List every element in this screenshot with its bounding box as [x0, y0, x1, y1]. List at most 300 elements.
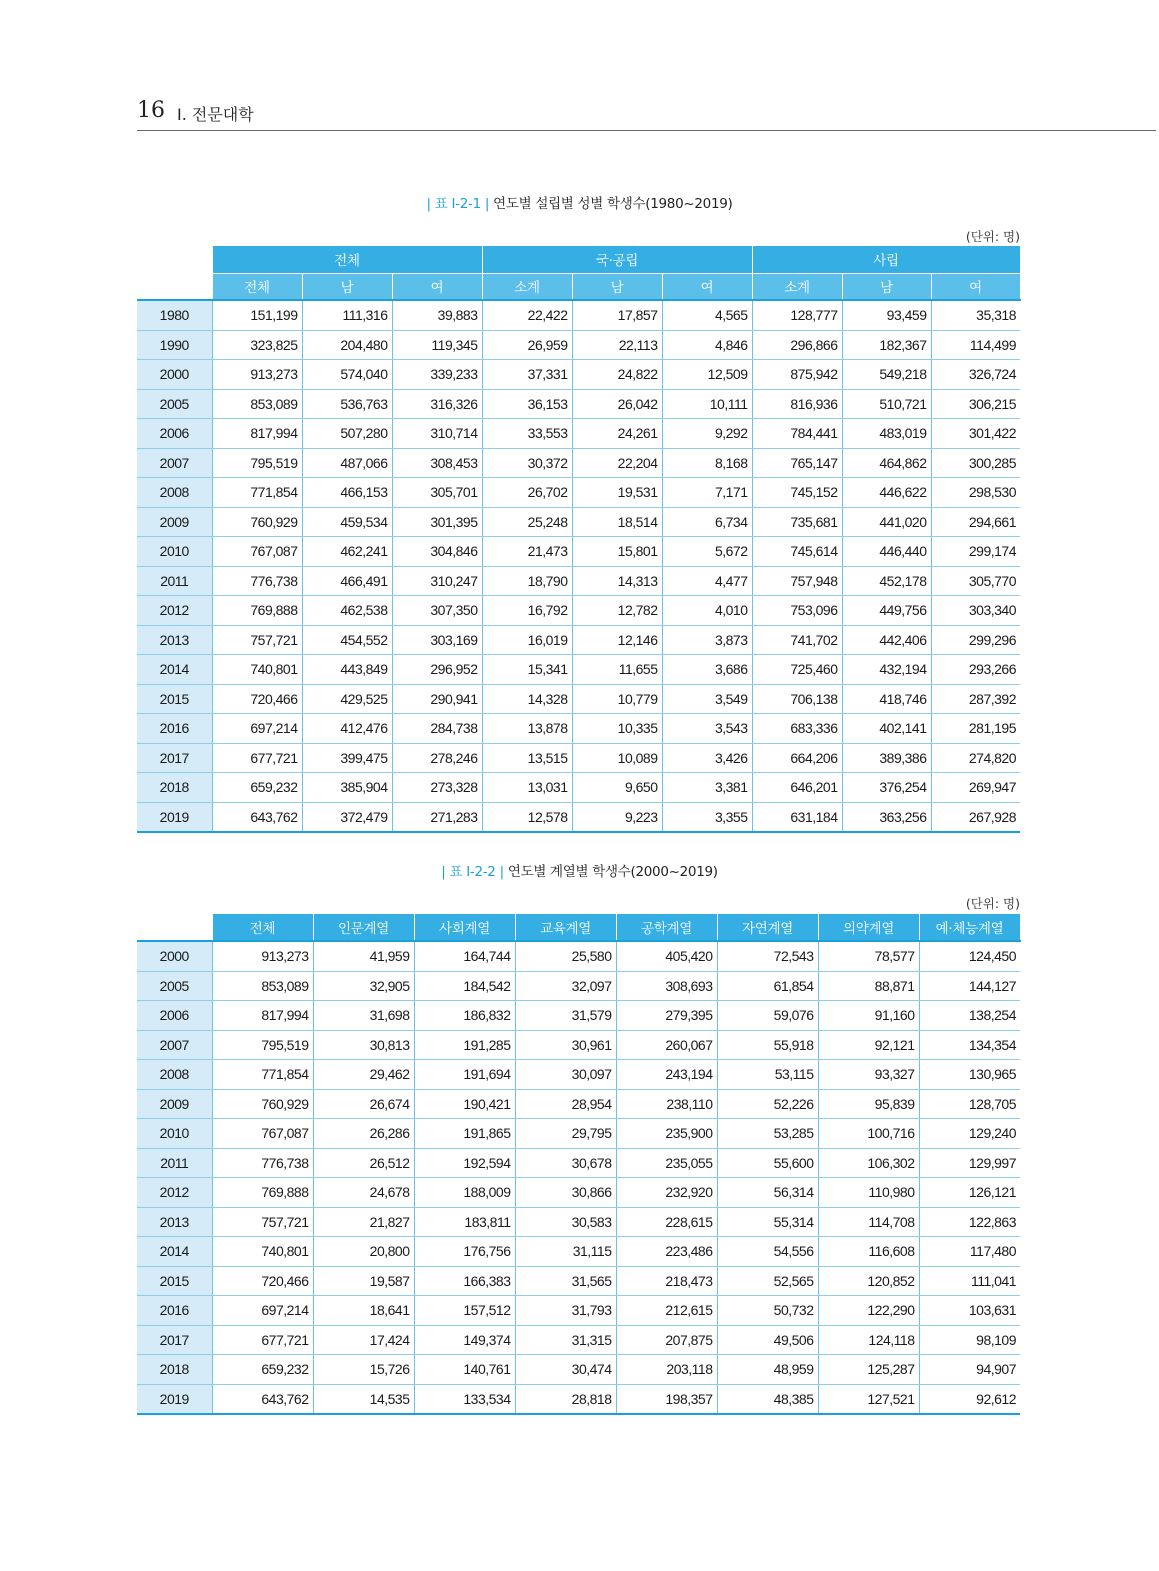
- year-cell: 2006: [137, 419, 212, 449]
- value-cell: 677,721: [212, 743, 302, 773]
- value-cell: 126,121: [919, 1178, 1020, 1208]
- value-cell: 290,941: [392, 684, 482, 714]
- value-cell: 32,097: [515, 971, 616, 1001]
- value-cell: 17,857: [572, 300, 662, 330]
- value-cell: 3,873: [662, 625, 752, 655]
- year-cell: 2017: [137, 1325, 212, 1355]
- value-cell: 54,556: [717, 1237, 818, 1267]
- value-cell: 913,273: [212, 360, 302, 390]
- value-cell: 133,534: [414, 1384, 515, 1414]
- value-cell: 308,693: [616, 971, 717, 1001]
- table1-column-header: 여: [931, 273, 1020, 300]
- value-cell: 100,716: [818, 1119, 919, 1149]
- value-cell: 26,286: [313, 1119, 414, 1149]
- value-cell: 659,232: [212, 773, 302, 803]
- value-cell: 316,326: [392, 389, 482, 419]
- table1-unit: (단위: 명): [965, 229, 1020, 244]
- value-cell: 184,542: [414, 971, 515, 1001]
- value-cell: 25,248: [482, 507, 572, 537]
- value-cell: 134,354: [919, 1030, 1020, 1060]
- value-cell: 191,865: [414, 1119, 515, 1149]
- table1-column-header: 여: [662, 273, 752, 300]
- value-cell: 31,315: [515, 1325, 616, 1355]
- value-cell: 36,153: [482, 389, 572, 419]
- year-cell: 2017: [137, 743, 212, 773]
- value-cell: 190,421: [414, 1089, 515, 1119]
- table-row: [137, 1001, 1020, 1031]
- value-cell: 14,313: [572, 566, 662, 596]
- value-cell: 7,171: [662, 478, 752, 508]
- value-cell: 30,583: [515, 1207, 616, 1237]
- table2-column-header: 인문계열: [313, 914, 414, 941]
- value-cell: 55,600: [717, 1148, 818, 1178]
- year-cell: 2014: [137, 655, 212, 685]
- table-row: [137, 1384, 1020, 1414]
- value-cell: 418,746: [842, 684, 931, 714]
- value-cell: 441,020: [842, 507, 931, 537]
- value-cell: 12,509: [662, 360, 752, 390]
- value-cell: 19,531: [572, 478, 662, 508]
- value-cell: 26,674: [313, 1089, 414, 1119]
- year-cell: 1990: [137, 330, 212, 360]
- value-cell: 725,460: [752, 655, 842, 685]
- value-cell: 740,801: [212, 1237, 313, 1267]
- value-cell: 294,661: [931, 507, 1020, 537]
- value-cell: 166,383: [414, 1266, 515, 1296]
- value-cell: 30,474: [515, 1355, 616, 1385]
- value-cell: 13,515: [482, 743, 572, 773]
- value-cell: 32,905: [313, 971, 414, 1001]
- value-cell: 15,801: [572, 537, 662, 567]
- value-cell: 28,818: [515, 1384, 616, 1414]
- value-cell: 30,097: [515, 1060, 616, 1090]
- value-cell: 52,226: [717, 1089, 818, 1119]
- value-cell: 30,866: [515, 1178, 616, 1208]
- value-cell: 49,506: [717, 1325, 818, 1355]
- value-cell: 20,800: [313, 1237, 414, 1267]
- page-header: [137, 98, 1156, 131]
- value-cell: 29,795: [515, 1119, 616, 1149]
- value-cell: 466,491: [302, 566, 392, 596]
- value-cell: 92,612: [919, 1384, 1020, 1414]
- value-cell: 72,543: [717, 941, 818, 971]
- value-cell: 223,486: [616, 1237, 717, 1267]
- value-cell: 817,994: [212, 1001, 313, 1031]
- value-cell: 130,965: [919, 1060, 1020, 1090]
- value-cell: 549,218: [842, 360, 931, 390]
- value-cell: 31,793: [515, 1296, 616, 1326]
- table-row: [137, 1089, 1020, 1119]
- table-row: [137, 941, 1020, 971]
- value-cell: 10,779: [572, 684, 662, 714]
- value-cell: 124,118: [818, 1325, 919, 1355]
- table-row: [137, 714, 1020, 744]
- year-cell: 2018: [137, 1355, 212, 1385]
- year-cell: 1980: [137, 300, 212, 330]
- value-cell: 28,954: [515, 1089, 616, 1119]
- year-cell: 2015: [137, 1266, 212, 1296]
- table2-column-header: 교육계열: [515, 914, 616, 941]
- value-cell: 144,127: [919, 971, 1020, 1001]
- table1-group-header: 국·공립: [482, 246, 752, 273]
- table-row: [137, 448, 1020, 478]
- table2-column-header: 공학계열: [616, 914, 717, 941]
- table-row: [137, 389, 1020, 419]
- value-cell: 697,214: [212, 1296, 313, 1326]
- value-cell: 92,121: [818, 1030, 919, 1060]
- value-cell: 22,113: [572, 330, 662, 360]
- value-cell: 399,475: [302, 743, 392, 773]
- table-row: [137, 1119, 1020, 1149]
- value-cell: 323,825: [212, 330, 302, 360]
- value-cell: 48,959: [717, 1355, 818, 1385]
- value-cell: 769,888: [212, 596, 302, 626]
- value-cell: 22,204: [572, 448, 662, 478]
- value-cell: 913,273: [212, 941, 313, 971]
- value-cell: 30,678: [515, 1148, 616, 1178]
- year-cell: 2008: [137, 478, 212, 508]
- table-row: [137, 1178, 1020, 1208]
- value-cell: 507,280: [302, 419, 392, 449]
- value-cell: 765,147: [752, 448, 842, 478]
- table1-column-header: 소계: [752, 273, 842, 300]
- value-cell: 816,936: [752, 389, 842, 419]
- value-cell: 14,328: [482, 684, 572, 714]
- year-cell: 2007: [137, 1030, 212, 1060]
- value-cell: 183,811: [414, 1207, 515, 1237]
- table2-corner: [137, 914, 212, 941]
- table1-caption: [0, 192, 1159, 212]
- value-cell: 228,615: [616, 1207, 717, 1237]
- value-cell: 293,266: [931, 655, 1020, 685]
- value-cell: 91,160: [818, 1001, 919, 1031]
- value-cell: 784,441: [752, 419, 842, 449]
- value-cell: 296,866: [752, 330, 842, 360]
- value-cell: 128,705: [919, 1089, 1020, 1119]
- year-cell: 2011: [137, 566, 212, 596]
- value-cell: 238,110: [616, 1089, 717, 1119]
- value-cell: 574,040: [302, 360, 392, 390]
- value-cell: 446,440: [842, 537, 931, 567]
- value-cell: 119,345: [392, 330, 482, 360]
- value-cell: 22,422: [482, 300, 572, 330]
- value-cell: 21,473: [482, 537, 572, 567]
- value-cell: 56,314: [717, 1178, 818, 1208]
- value-cell: 26,512: [313, 1148, 414, 1178]
- value-cell: 111,316: [302, 300, 392, 330]
- value-cell: 235,055: [616, 1148, 717, 1178]
- value-cell: 776,738: [212, 1148, 313, 1178]
- value-cell: 817,994: [212, 419, 302, 449]
- value-cell: 795,519: [212, 448, 302, 478]
- table2-label: | 표 Ⅰ-2-2 |: [441, 864, 504, 880]
- value-cell: 88,871: [818, 971, 919, 1001]
- value-cell: 459,534: [302, 507, 392, 537]
- table-row: [137, 419, 1020, 449]
- value-cell: 273,328: [392, 773, 482, 803]
- value-cell: 26,702: [482, 478, 572, 508]
- value-cell: 301,422: [931, 419, 1020, 449]
- value-cell: 284,738: [392, 714, 482, 744]
- year-cell: 2018: [137, 773, 212, 803]
- value-cell: 19,587: [313, 1266, 414, 1296]
- value-cell: 405,420: [616, 941, 717, 971]
- year-cell: 2016: [137, 714, 212, 744]
- value-cell: 740,801: [212, 655, 302, 685]
- table1-column-header: 전체: [212, 273, 302, 300]
- value-cell: 466,153: [302, 478, 392, 508]
- value-cell: 677,721: [212, 1325, 313, 1355]
- year-cell: 2019: [137, 1384, 212, 1414]
- value-cell: 78,577: [818, 941, 919, 971]
- value-cell: 198,357: [616, 1384, 717, 1414]
- value-cell: 449,756: [842, 596, 931, 626]
- table1-column-header: 여: [392, 273, 482, 300]
- value-cell: 125,287: [818, 1355, 919, 1385]
- value-cell: 376,254: [842, 773, 931, 803]
- table2-column-header: 전체: [212, 914, 313, 941]
- value-cell: 122,863: [919, 1207, 1020, 1237]
- value-cell: 24,822: [572, 360, 662, 390]
- value-cell: 735,681: [752, 507, 842, 537]
- value-cell: 443,849: [302, 655, 392, 685]
- value-cell: 776,738: [212, 566, 302, 596]
- table-row: [137, 1237, 1020, 1267]
- value-cell: 853,089: [212, 971, 313, 1001]
- table1-corner: [137, 246, 212, 300]
- value-cell: 106,302: [818, 1148, 919, 1178]
- value-cell: 278,246: [392, 743, 482, 773]
- table-row: [137, 802, 1020, 832]
- value-cell: 232,920: [616, 1178, 717, 1208]
- value-cell: 31,698: [313, 1001, 414, 1031]
- year-cell: 2014: [137, 1237, 212, 1267]
- value-cell: 12,578: [482, 802, 572, 832]
- value-cell: 30,813: [313, 1030, 414, 1060]
- value-cell: 771,854: [212, 478, 302, 508]
- value-cell: 95,839: [818, 1089, 919, 1119]
- value-cell: 16,019: [482, 625, 572, 655]
- value-cell: 757,948: [752, 566, 842, 596]
- value-cell: 5,672: [662, 537, 752, 567]
- value-cell: 111,041: [919, 1266, 1020, 1296]
- value-cell: 308,453: [392, 448, 482, 478]
- value-cell: 446,622: [842, 478, 931, 508]
- value-cell: 462,538: [302, 596, 392, 626]
- value-cell: 510,721: [842, 389, 931, 419]
- value-cell: 235,900: [616, 1119, 717, 1149]
- value-cell: 31,115: [515, 1237, 616, 1267]
- value-cell: 31,579: [515, 1001, 616, 1031]
- value-cell: 304,846: [392, 537, 482, 567]
- value-cell: 140,761: [414, 1355, 515, 1385]
- table-row: [137, 1148, 1020, 1178]
- value-cell: 3,426: [662, 743, 752, 773]
- table1-label: | 표 Ⅰ-2-1 |: [426, 196, 490, 212]
- year-cell: 2019: [137, 802, 212, 832]
- value-cell: 760,929: [212, 507, 302, 537]
- value-cell: 21,827: [313, 1207, 414, 1237]
- value-cell: 41,959: [313, 941, 414, 971]
- value-cell: 631,184: [752, 802, 842, 832]
- value-cell: 39,883: [392, 300, 482, 330]
- value-cell: 281,195: [931, 714, 1020, 744]
- value-cell: 53,115: [717, 1060, 818, 1090]
- table1: [137, 246, 1021, 833]
- value-cell: 643,762: [212, 1384, 313, 1414]
- value-cell: 15,341: [482, 655, 572, 685]
- year-cell: 2005: [137, 971, 212, 1001]
- year-cell: 2010: [137, 537, 212, 567]
- value-cell: 53,285: [717, 1119, 818, 1149]
- value-cell: 853,089: [212, 389, 302, 419]
- value-cell: 452,178: [842, 566, 931, 596]
- value-cell: 203,118: [616, 1355, 717, 1385]
- value-cell: 720,466: [212, 1266, 313, 1296]
- value-cell: 697,214: [212, 714, 302, 744]
- value-cell: 176,756: [414, 1237, 515, 1267]
- value-cell: 771,854: [212, 1060, 313, 1090]
- value-cell: 157,512: [414, 1296, 515, 1326]
- table-row: [137, 684, 1020, 714]
- value-cell: 307,350: [392, 596, 482, 626]
- table2-title: 연도별 계열별 학생수(2000~2019): [507, 864, 718, 880]
- value-cell: 128,777: [752, 300, 842, 330]
- value-cell: 279,395: [616, 1001, 717, 1031]
- value-cell: 3,355: [662, 802, 752, 832]
- value-cell: 875,942: [752, 360, 842, 390]
- chapter-title: Ⅰ. 전문대학: [177, 105, 254, 124]
- value-cell: 18,790: [482, 566, 572, 596]
- table-row: [137, 625, 1020, 655]
- value-cell: 305,770: [931, 566, 1020, 596]
- value-cell: 260,067: [616, 1030, 717, 1060]
- value-cell: 52,565: [717, 1266, 818, 1296]
- value-cell: 30,372: [482, 448, 572, 478]
- value-cell: 363,256: [842, 802, 931, 832]
- value-cell: 310,714: [392, 419, 482, 449]
- value-cell: 483,019: [842, 419, 931, 449]
- year-cell: 2000: [137, 941, 212, 971]
- value-cell: 8,168: [662, 448, 752, 478]
- value-cell: 186,832: [414, 1001, 515, 1031]
- table-row: [137, 1060, 1020, 1090]
- value-cell: 769,888: [212, 1178, 313, 1208]
- value-cell: 110,980: [818, 1178, 919, 1208]
- value-cell: 745,614: [752, 537, 842, 567]
- value-cell: 659,232: [212, 1355, 313, 1385]
- table2-column-header: 의약계열: [818, 914, 919, 941]
- value-cell: 429,525: [302, 684, 392, 714]
- value-cell: 48,385: [717, 1384, 818, 1414]
- table-row: [137, 596, 1020, 626]
- year-cell: 2008: [137, 1060, 212, 1090]
- value-cell: 464,862: [842, 448, 931, 478]
- table-row: [137, 1266, 1020, 1296]
- table1-column-header: 남: [842, 273, 931, 300]
- value-cell: 683,336: [752, 714, 842, 744]
- value-cell: 11,655: [572, 655, 662, 685]
- value-cell: 182,367: [842, 330, 931, 360]
- value-cell: 103,631: [919, 1296, 1020, 1326]
- value-cell: 9,223: [572, 802, 662, 832]
- table1-column-header: 남: [572, 273, 662, 300]
- value-cell: 4,010: [662, 596, 752, 626]
- year-cell: 2016: [137, 1296, 212, 1326]
- value-cell: 124,450: [919, 941, 1020, 971]
- value-cell: 29,462: [313, 1060, 414, 1090]
- value-cell: 9,650: [572, 773, 662, 803]
- year-cell: 2009: [137, 1089, 212, 1119]
- value-cell: 14,535: [313, 1384, 414, 1414]
- value-cell: 299,174: [931, 537, 1020, 567]
- value-cell: 6,734: [662, 507, 752, 537]
- value-cell: 767,087: [212, 537, 302, 567]
- value-cell: 31,565: [515, 1266, 616, 1296]
- value-cell: 15,726: [313, 1355, 414, 1385]
- value-cell: 25,580: [515, 941, 616, 971]
- value-cell: 303,169: [392, 625, 482, 655]
- value-cell: 10,111: [662, 389, 752, 419]
- value-cell: 3,549: [662, 684, 752, 714]
- value-cell: 59,076: [717, 1001, 818, 1031]
- value-cell: 720,466: [212, 684, 302, 714]
- table-row: [137, 1355, 1020, 1385]
- value-cell: 13,031: [482, 773, 572, 803]
- value-cell: 116,608: [818, 1237, 919, 1267]
- value-cell: 300,285: [931, 448, 1020, 478]
- value-cell: 767,087: [212, 1119, 313, 1149]
- value-cell: 243,194: [616, 1060, 717, 1090]
- value-cell: 296,952: [392, 655, 482, 685]
- value-cell: 741,702: [752, 625, 842, 655]
- value-cell: 310,247: [392, 566, 482, 596]
- value-cell: 326,724: [931, 360, 1020, 390]
- value-cell: 138,254: [919, 1001, 1020, 1031]
- value-cell: 305,701: [392, 478, 482, 508]
- value-cell: 30,961: [515, 1030, 616, 1060]
- value-cell: 10,089: [572, 743, 662, 773]
- value-cell: 207,875: [616, 1325, 717, 1355]
- value-cell: 127,521: [818, 1384, 919, 1414]
- value-cell: 212,615: [616, 1296, 717, 1326]
- value-cell: 4,846: [662, 330, 752, 360]
- value-cell: 412,476: [302, 714, 392, 744]
- value-cell: 117,480: [919, 1237, 1020, 1267]
- value-cell: 55,314: [717, 1207, 818, 1237]
- year-cell: 2006: [137, 1001, 212, 1031]
- table-row: [137, 773, 1020, 803]
- table2-column-header: 예·체능계열: [919, 914, 1020, 941]
- value-cell: 299,296: [931, 625, 1020, 655]
- value-cell: 269,947: [931, 773, 1020, 803]
- year-cell: 2007: [137, 448, 212, 478]
- page-number: 16: [137, 98, 165, 123]
- value-cell: 454,552: [302, 625, 392, 655]
- value-cell: 191,285: [414, 1030, 515, 1060]
- value-cell: 3,381: [662, 773, 752, 803]
- value-cell: 26,959: [482, 330, 572, 360]
- value-cell: 24,678: [313, 1178, 414, 1208]
- table-row: [137, 971, 1020, 1001]
- value-cell: 151,199: [212, 300, 302, 330]
- year-cell: 2011: [137, 1148, 212, 1178]
- value-cell: 192,594: [414, 1148, 515, 1178]
- value-cell: 757,721: [212, 625, 302, 655]
- table-row: [137, 1325, 1020, 1355]
- value-cell: 462,241: [302, 537, 392, 567]
- table-row: [137, 537, 1020, 567]
